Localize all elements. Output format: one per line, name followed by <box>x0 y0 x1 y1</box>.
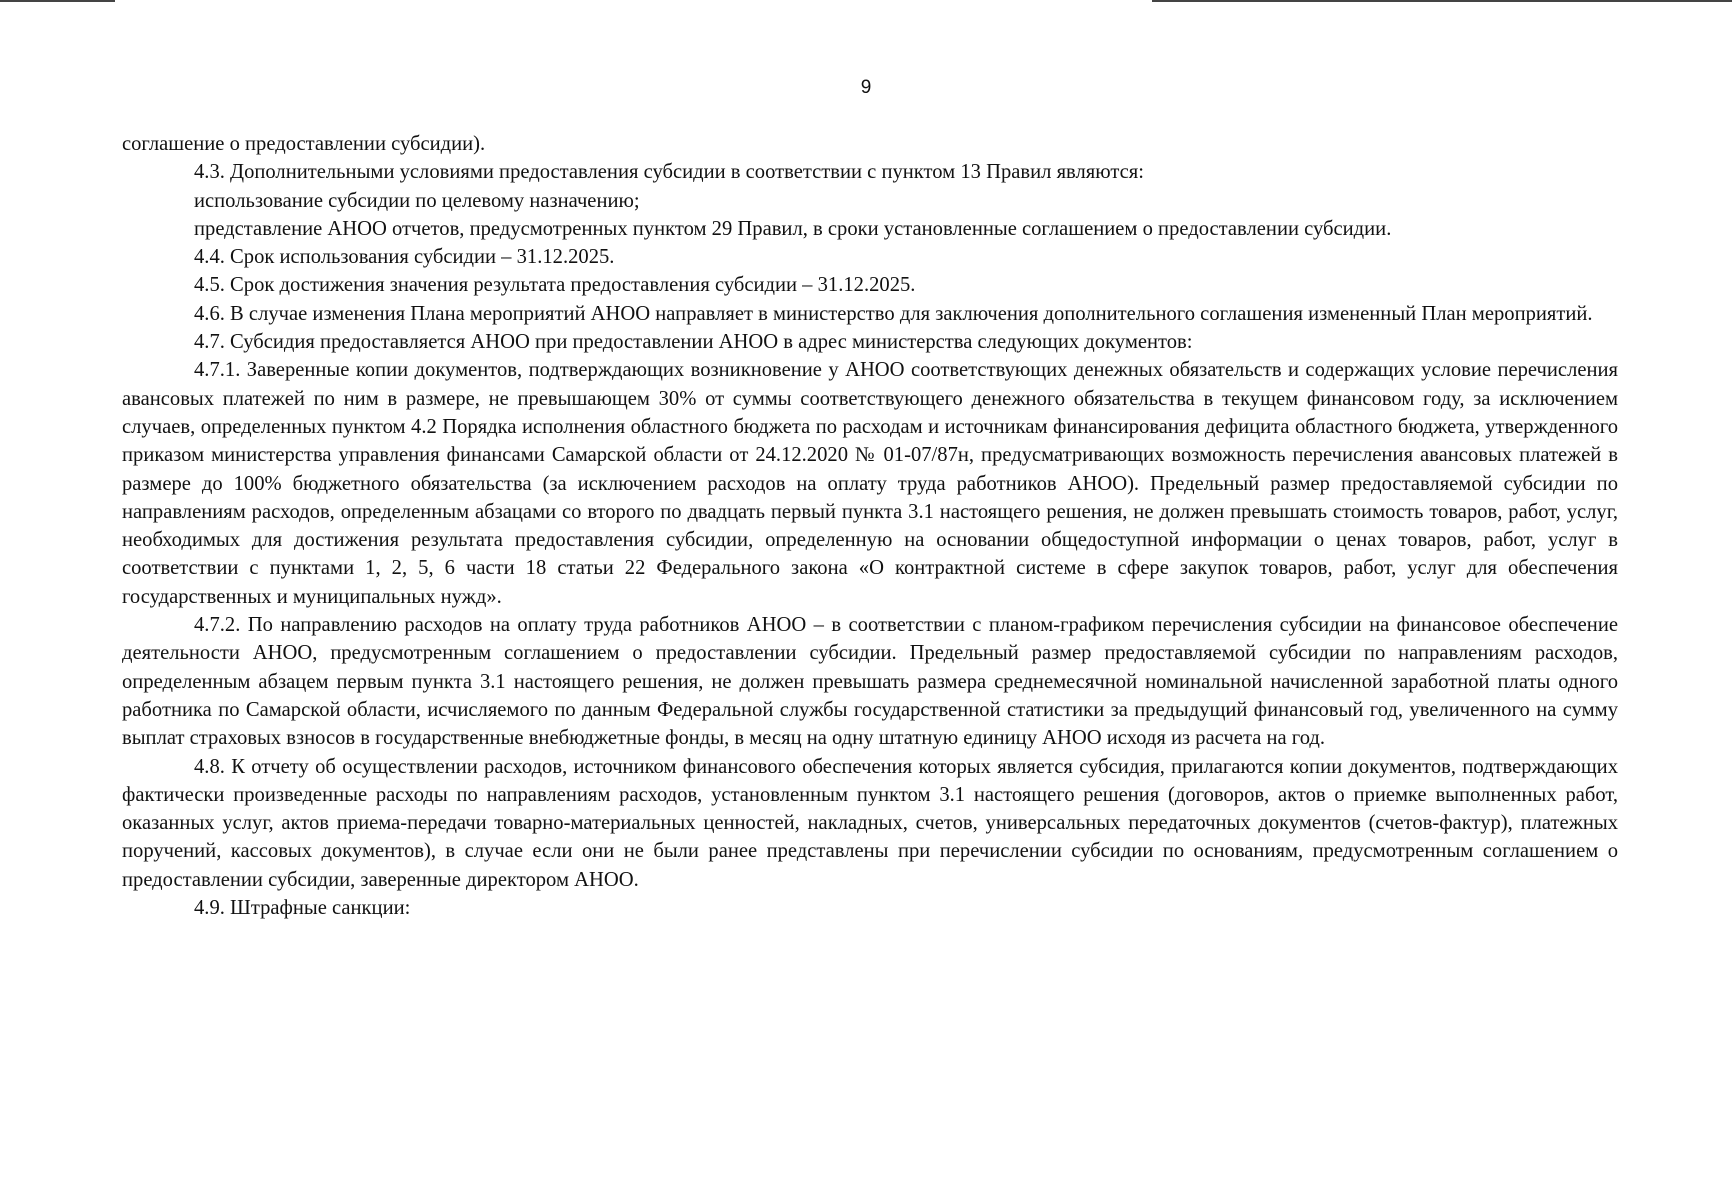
paragraph-4-5: 4.5. Срок достижения значения результата предоставления субсидии – 31.12.2025. <box>194 274 916 297</box>
paragraph-4-3-a: использование субсидии по целевому назначению; <box>194 189 640 212</box>
paragraph-4-8: 4.8. К отчету об осуществлении расходов, источником финансового обеспечения которых является субсидия, прилагаются копии документов, подтверждающих фактически произведенные расходы по направлениям расходов, установленным пунктом 3.1 настоящего решения (договоров, актов о приемке выполненных работ, оказанных услуг, актов приема-передачи товарно-материальных ценностей, накладных, счетов, универсальных передаточных документов (счетов-фактур), платежных поручений, кассовых документов), в случае если они не были ранее представлены при перечислении субсидии по основаниям, предусмотренным соглашением о предоставлении субсидии, заверенные директором АНОО. <box>122 755 1618 891</box>
page-number: 9 <box>860 77 872 98</box>
paragraph-4-7-2: 4.7.2. По направлению расходов на оплату труда работников АНОО – в соответствии с планом-графиком перечисления субсидии на финансовое обеспечение деятельности АНОО, предусмотренным соглашением о предоставлении субсидии. Предельный размер предоставляемой субсидии по направлениям расходов, определенным абзацем первым пункта 3.1 настоящего решения, не должен превышать размера среднемесячной номинальной начисленной заработной платы одного работника по Самарской области, исчисляемого по данным Федеральной службы государственной статистики за предыдущий финансовый год, увеличенного на сумму выплат страховых взносов в государственные внебюджетные фонды, в месяц на одну штатную единицу АНОО исходя из расчета на год. <box>122 614 1618 750</box>
paragraph-4-9: 4.9. Штрафные санкции: <box>194 897 411 920</box>
paragraph-4-4: 4.4. Срок использования субсидии – 31.12.2025. <box>194 246 615 269</box>
scan-edge-right <box>1152 0 1732 2</box>
document-body <box>122 130 1618 922</box>
paragraph-0: соглашение о предоставлении субсидии). <box>122 133 486 155</box>
paragraph-4-6: 4.6. В случае изменения Плана мероприятий АНОО направляет в министерство для заключения дополнительного соглашения измененный План мероприятий. <box>194 302 1593 325</box>
paragraph-4-7-1: 4.7.1. Заверенные копии документов, подтверждающих возникновение у АНОО соответствующих денежных обязательств и содержащих условие перечисления авансовых платежей по ним в размере, не превышающем 30% от суммы соответствующего денежного обязательства в текущем финансовом году, за исключением случаев, определенных пунктом 4.2 Порядка исполнения областного бюджета по расходам и источникам финансирования дефицита областного бюджета, утвержденного приказом министерства управления финансами Самарской области от 24.12.2020 № 01-07/87н, предусматривающих возможность перечисления авансовых платежей в размере до 100% бюджетного обязательства (за исключением расходов на оплату труда работников АНОО). Предельный размер предоставляемой субсидии по направлениям расходов, определенным абзацами со второго по двадцать первый пункта 3.1 настоящего решения, не должен превышать стоимость товаров, работ, услуг, необходимых для достижения результата предоставления субсидии, определенную на основании общедоступной информации о ценах товаров, работ, услуг в соответствии с пунктами 1, 2, 5, 6 части 18 статьи 22 Федерального закона «О контрактной системе в сфере закупок товаров, работ, услуг для обеспечения государственных и муниципальных нужд». <box>122 359 1618 608</box>
paragraph-4-3-b: представление АНОО отчетов, предусмотренных пунктом 29 Правил, в сроки установленные соглашением о предоставлении субсидии. <box>194 217 1392 240</box>
scan-edge-left <box>0 0 115 2</box>
paragraph-4-3: 4.3. Дополнительными условиями предоставления субсидии в соответствии с пунктом 13 Правил являются: <box>194 161 1144 184</box>
paragraph-4-7: 4.7. Субсидия предоставляется АНОО при предоставлении АНОО в адрес министерства следующих документов: <box>194 331 1193 354</box>
